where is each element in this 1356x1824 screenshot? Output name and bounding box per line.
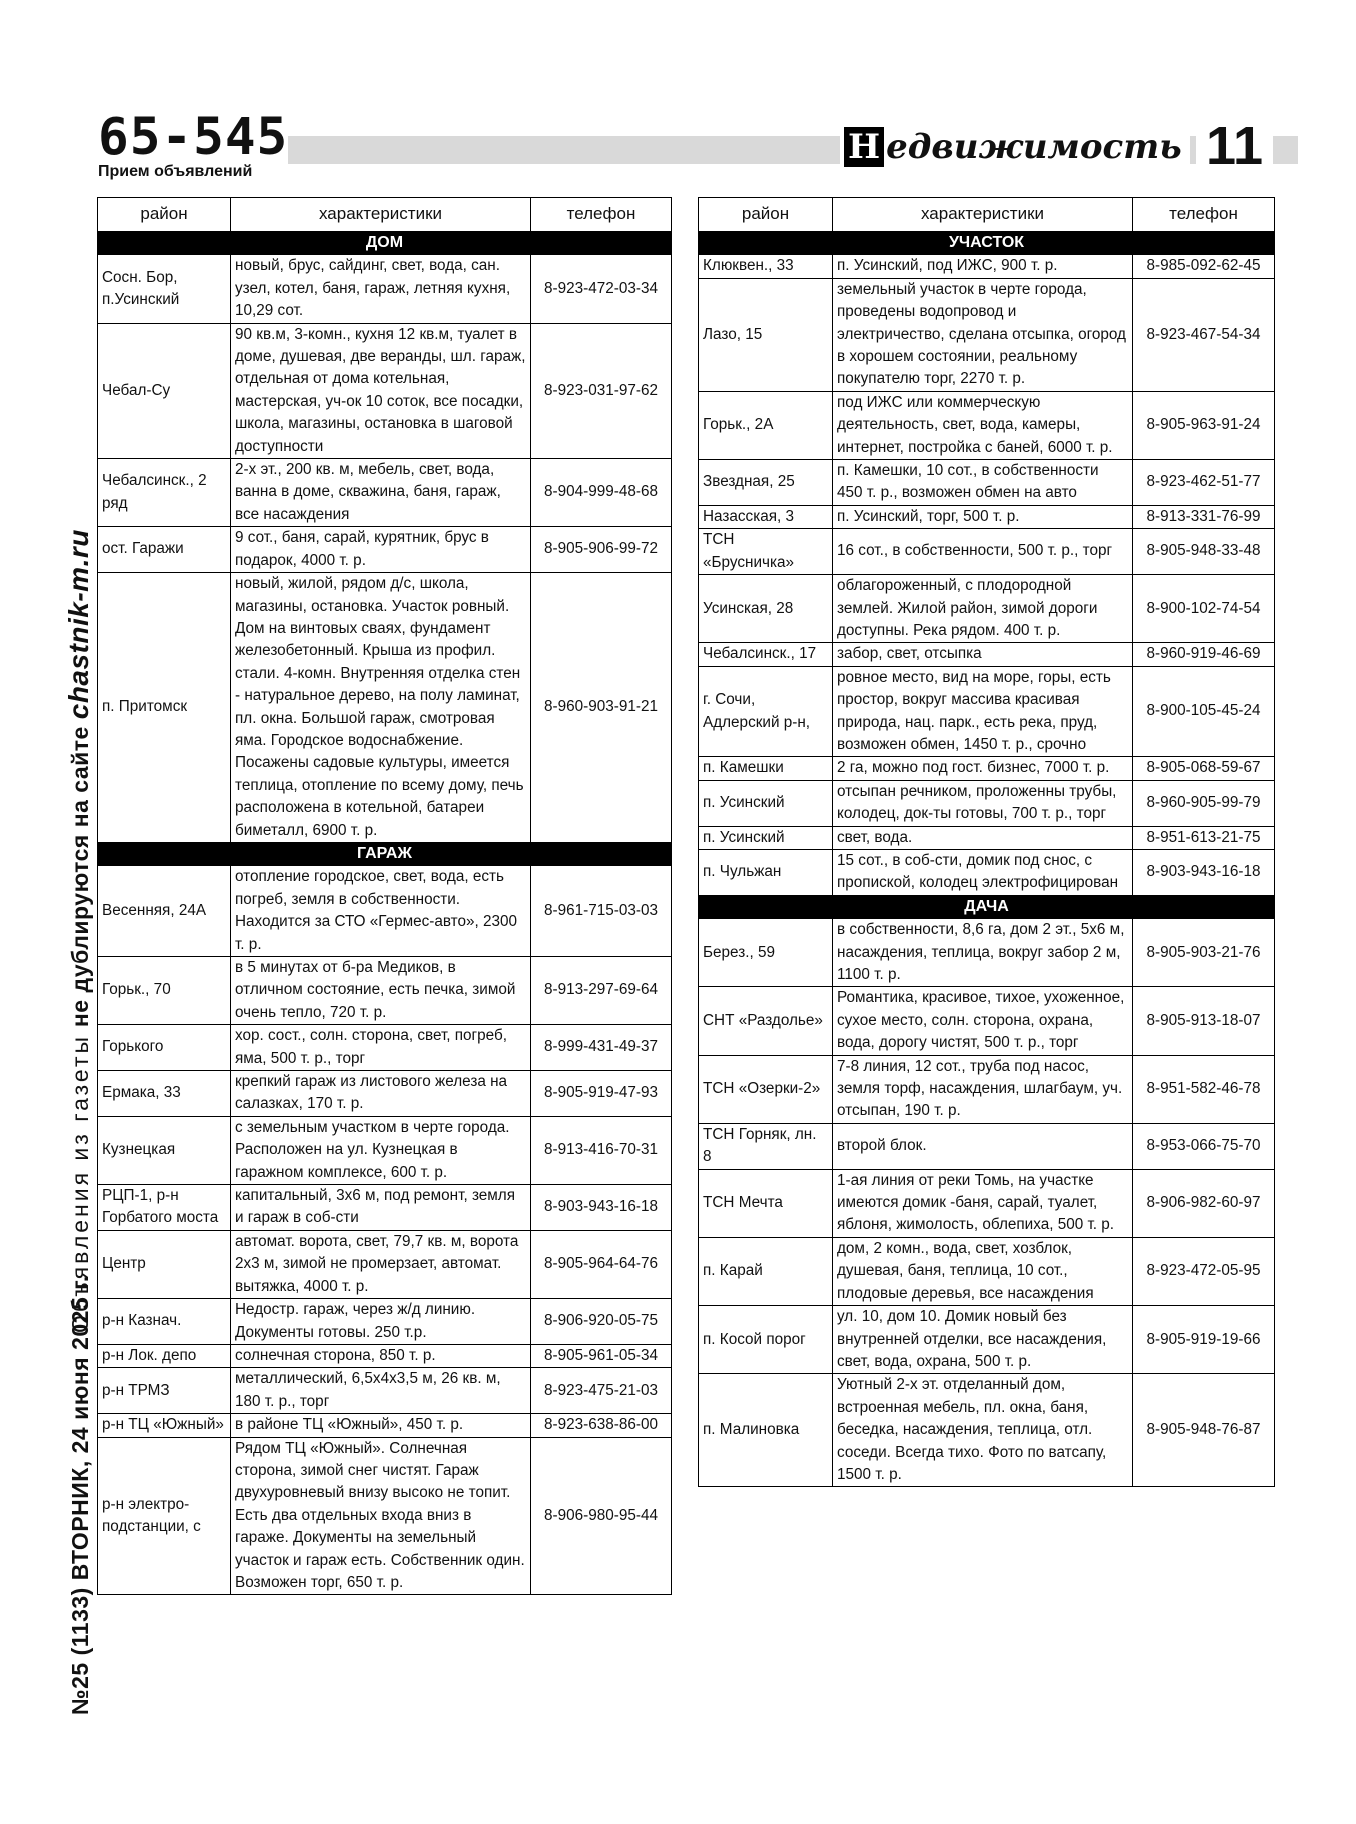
- listing-phone: 8-960-919-46-69: [1133, 643, 1275, 666]
- listing-row: [699, 826, 1275, 849]
- listing-description: 90 кв.м, 3-комн., кухня 12 кв.м, туалет в доме, душевая, две веранды, шл. гараж, отдельная от дома котельная, мастерская, уч-ок 10 соток, все посадки, школа, магазины, остановка в шаговой доступности: [231, 323, 531, 458]
- listing-phone: 8-905-948-76-87: [1133, 1374, 1275, 1487]
- category-row: [98, 232, 672, 255]
- section-title: [840, 127, 1190, 167]
- listing-description: 2 га, можно под гост. бизнес, 7000 т. р.: [833, 757, 1133, 780]
- site-url[interactable]: chastnik-m.ru: [63, 529, 94, 720]
- listing-district: ост. Гаражи: [98, 527, 231, 573]
- listing-district: п. Косой порог: [699, 1306, 833, 1374]
- listing-phone: 8-923-467-54-34: [1133, 278, 1275, 391]
- listing-phone: 8-913-297-69-64: [531, 957, 672, 1025]
- listing-phone: 8-905-948-33-48: [1133, 529, 1275, 575]
- listing-description: 7-8 линия, 12 сот., труба под насос, земля торф, насаждения, шлагбаум, уч. отсыпан, 190 т. р.: [833, 1055, 1133, 1123]
- listing-phone: 8-923-462-51-77: [1133, 460, 1275, 506]
- listing-district: р-н ТРМЗ: [98, 1368, 231, 1414]
- listing-district: Ермака, 33: [98, 1071, 231, 1117]
- listing-row: [98, 323, 672, 458]
- listing-district: ТСН «Озерки-2»: [699, 1055, 833, 1123]
- listing-description: второй блок.: [833, 1123, 1133, 1169]
- listing-row: [98, 255, 672, 323]
- listing-description: 1-ая линия от реки Томь, на участке имеются домик -баня, сарай, туалет, яблоня, жимолость, облепиха, 500 т. р.: [833, 1169, 1133, 1237]
- col-header-phone: телефон: [531, 198, 672, 232]
- listing-district: Берез., 59: [699, 919, 833, 987]
- listing-description: 16 сот., в собственности, 500 т. р., торг: [833, 529, 1133, 575]
- listing-district: Назасская, 3: [699, 505, 833, 528]
- issue-line: №25 (1133) ВТОРНИК, 24 июня 2025 г.: [67, 1275, 93, 1715]
- category-row: [699, 895, 1275, 918]
- listing-phone: 8-913-416-70-31: [531, 1116, 672, 1184]
- listing-phone: 8-951-582-46-78: [1133, 1055, 1275, 1123]
- listing-district: п. Притомск: [98, 573, 231, 843]
- listing-description: дом, 2 комн., вода, свет, хозблок, душевая, баня, теплица, 10 сот., плодовые деревья, все насаждения: [833, 1237, 1133, 1305]
- side-text-3: на сайте: [67, 726, 93, 828]
- listing-description: ул. 10, дом 10. Домик новый без внутренней отделки, все насаждения, свет, вода, охрана, 500 т. р.: [833, 1306, 1133, 1374]
- listing-district: СНТ «Раздолье»: [699, 987, 833, 1055]
- listing-phone: 8-906-980-95-44: [531, 1437, 672, 1595]
- listing-row: [699, 987, 1275, 1055]
- listing-district: г. Сочи, Адлерский р-н,: [699, 666, 833, 757]
- listing-row: [98, 1437, 672, 1595]
- listing-row: [98, 573, 672, 843]
- listing-district: Весенняя, 24А: [98, 866, 231, 957]
- ad-phone-number: 65-545: [98, 108, 289, 167]
- listing-row: [98, 1230, 672, 1298]
- col-header-phone: телефон: [1133, 198, 1275, 232]
- listing-row: [699, 780, 1275, 826]
- listing-phone: 8-905-913-18-07: [1133, 987, 1275, 1055]
- listing-phone: 8-905-919-19-66: [1133, 1306, 1275, 1374]
- listing-row: [699, 529, 1275, 575]
- listing-description: 9 сот., баня, сарай, курятник, брус в подарок, 4000 т. р.: [231, 527, 531, 573]
- listing-row: [98, 527, 672, 573]
- listing-district: п. Малиновка: [699, 1374, 833, 1487]
- listing-row: [699, 278, 1275, 391]
- listing-phone: 8-913-331-76-99: [1133, 505, 1275, 528]
- listing-description: п. Камешки, 10 сот., в собственности 450 т. р., возможен обмен на авто: [833, 460, 1133, 506]
- category-title: ГАРАЖ: [98, 842, 672, 865]
- listing-description: отопление городское, свет, вода, есть погреб, земля в собственности. Находится за СТО «Гермес-авто», 2300 т. р.: [231, 866, 531, 957]
- listing-district: р-н Лок. депо: [98, 1344, 231, 1367]
- listing-phone: 8-960-903-91-21: [531, 573, 672, 843]
- listing-district: п. Камешки: [699, 757, 833, 780]
- listing-district: Лазо, 15: [699, 278, 833, 391]
- listing-district: п. Усинский: [699, 826, 833, 849]
- listing-district: ТСН Горняк, лн. 8: [699, 1123, 833, 1169]
- listing-description: солнечная сторона, 850 т. р.: [231, 1344, 531, 1367]
- listing-district: р-н электро-подстанции, с: [98, 1437, 231, 1595]
- listing-row: [699, 505, 1275, 528]
- listing-row: [699, 460, 1275, 506]
- listing-phone: 8-923-472-05-95: [1133, 1237, 1275, 1305]
- col-header-description: характеристики: [231, 198, 531, 232]
- category-row: [699, 232, 1275, 255]
- listing-phone: 8-923-472-03-34: [531, 255, 672, 323]
- left-column: [97, 197, 671, 1595]
- listing-phone: 8-905-068-59-67: [1133, 757, 1275, 780]
- listing-phone: 8-985-092-62-45: [1133, 255, 1275, 278]
- listing-row: [699, 391, 1275, 459]
- listing-phone: 8-953-066-75-70: [1133, 1123, 1275, 1169]
- listing-description: 2-х эт., 200 кв. м, мебель, свет, вода, ванна в доме, скважина, баня, гараж, все насаждения: [231, 459, 531, 527]
- listing-district: Чебал-Су: [98, 323, 231, 458]
- listing-row: [699, 1123, 1275, 1169]
- listing-row: [699, 919, 1275, 987]
- listing-district: п. Карай: [699, 1237, 833, 1305]
- category-row: [98, 842, 672, 865]
- ad-phone-caption: Прием объявлений: [98, 163, 253, 180]
- listing-description: п. Усинский, под ИЖС, 900 т. р.: [833, 255, 1133, 278]
- listing-phone: 8-906-920-05-75: [531, 1299, 672, 1345]
- listing-district: Горьк., 70: [98, 957, 231, 1025]
- listing-description: крепкий гараж из листового железа на салазках, 170 т. р.: [231, 1071, 531, 1117]
- listing-description: п. Усинский, торг, 500 т. р.: [833, 505, 1133, 528]
- listing-row: [699, 1237, 1275, 1305]
- listing-description: под ИЖС или коммерческую деятельность, свет, вода, камеры, интернет, постройка с баней, 6000 т. р.: [833, 391, 1133, 459]
- right-column: [698, 197, 1274, 1487]
- listing-row: [98, 1344, 672, 1367]
- listing-district: п. Усинский: [699, 780, 833, 826]
- listing-row: [699, 849, 1275, 895]
- listing-description: 15 сот., в соб-сти, домик под снос, с пропиской, колодец электрофицирован: [833, 849, 1133, 895]
- listing-row: [699, 1169, 1275, 1237]
- listing-description: капитальный, 3х6 м, под ремонт, земля и гараж в соб-сти: [231, 1185, 531, 1231]
- listing-row: [98, 957, 672, 1025]
- listing-phone: 8-906-982-60-97: [1133, 1169, 1275, 1237]
- table-header-row: [98, 198, 672, 232]
- listing-description: новый, брус, сайдинг, свет, вода, сан. узел, котел, баня, гараж, летняя кухня, 10,29 сот.: [231, 255, 531, 323]
- listing-district: Центр: [98, 1230, 231, 1298]
- listing-phone: 8-961-715-03-03: [531, 866, 672, 957]
- listing-district: РЦП-1, р-н Горбатого моста: [98, 1185, 231, 1231]
- col-header-district: район: [98, 198, 231, 232]
- listing-district: Чебалсинск., 2 ряд: [98, 459, 231, 527]
- listing-row: [699, 666, 1275, 757]
- listing-phone: 8-903-943-16-18: [1133, 849, 1275, 895]
- listing-description: свет, вода.: [833, 826, 1133, 849]
- listing-description: хор. сост., солн. сторона, свет, погреб, яма, 500 т. р., торг: [231, 1025, 531, 1071]
- category-title: ДАЧА: [699, 895, 1275, 918]
- listing-description: металлический, 6,5х4х3,5 м, 26 кв. м, 180 т. р., торг: [231, 1368, 531, 1414]
- listing-district: Сосн. Бор, п.Усинский: [98, 255, 231, 323]
- listing-phone: 8-900-105-45-24: [1133, 666, 1275, 757]
- listing-district: ТСН «Брусничка»: [699, 529, 833, 575]
- listing-row: [699, 575, 1275, 643]
- listing-description: ровное место, вид на море, горы, есть простор, вокруг массива красивая природа, нац. парк., есть река, пруд, возможен обмен, 1450 т. р., срочно: [833, 666, 1133, 757]
- listing-phone: 8-923-031-97-62: [531, 323, 672, 458]
- listing-phone: 8-904-999-48-68: [531, 459, 672, 527]
- listing-row: [98, 1185, 672, 1231]
- listing-phone: 8-999-431-49-37: [531, 1025, 672, 1071]
- side-text-2: не дублируются: [67, 834, 93, 1028]
- listing-district: п. Чульжан: [699, 849, 833, 895]
- side-text-1: Объявления из газеты: [67, 1033, 93, 1333]
- listing-row: [699, 643, 1275, 666]
- section-title-initial: Н: [844, 127, 884, 167]
- listings-table: [698, 197, 1275, 1487]
- listing-row: [699, 255, 1275, 278]
- listing-phone: 8-905-963-91-24: [1133, 391, 1275, 459]
- listing-row: [98, 1299, 672, 1345]
- listing-description: в районе ТЦ «Южный», 450 т. р.: [231, 1414, 531, 1437]
- listing-row: [699, 1055, 1275, 1123]
- listing-row: [699, 1306, 1275, 1374]
- listing-phone: 8-900-102-74-54: [1133, 575, 1275, 643]
- category-title: ДОМ: [98, 232, 672, 255]
- side-strip: [62, 185, 96, 1715]
- listing-phone: 8-960-905-99-79: [1133, 780, 1275, 826]
- listing-phone: 8-923-638-86-00: [531, 1414, 672, 1437]
- col-header-description: характеристики: [833, 198, 1133, 232]
- listing-row: [98, 1071, 672, 1117]
- listing-row: [98, 866, 672, 957]
- listing-row: [699, 757, 1275, 780]
- listing-phone: 8-905-964-64-76: [531, 1230, 672, 1298]
- listing-description: с земельным участком в черте города. Расположен на ул. Кузнецкая в гаражном комплексе, 600 т. р.: [231, 1116, 531, 1184]
- listing-row: [98, 459, 672, 527]
- listing-phone: 8-903-943-16-18: [531, 1185, 672, 1231]
- listing-row: [98, 1368, 672, 1414]
- listing-phone: 8-951-613-21-75: [1133, 826, 1275, 849]
- listing-description: облагороженный, с плодородной землей. Жилой район, зимой дороги доступны. Река рядом. 400 т. р.: [833, 575, 1133, 643]
- listing-phone: 8-905-961-05-34: [531, 1344, 672, 1367]
- listing-description: автомат. ворота, свет, 79,7 кв. м, ворота 2х3 м, зимой не промерзает, автомат. вытяжка, 4000 т. р.: [231, 1230, 531, 1298]
- listing-description: Рядом ТЦ «Южный». Солнечная сторона, зимой снег чистят. Гараж двухуровневый внизу высоко не топит. Есть два отдельных входа вниз в гараже. Документы на земельный участок и гараж есть. Собственник один. Возможен торг, 650 т. р.: [231, 1437, 531, 1595]
- listings-table: [97, 197, 672, 1595]
- listing-district: р-н ТЦ «Южный»: [98, 1414, 231, 1437]
- listing-phone: 8-905-906-99-72: [531, 527, 672, 573]
- listing-description: в 5 минутах от б-ра Медиков, в отличном состояние, есть печка, зимой очень тепло, 720 т. р.: [231, 957, 531, 1025]
- listing-row: [98, 1025, 672, 1071]
- listing-district: Усинская, 28: [699, 575, 833, 643]
- listing-district: Звездная, 25: [699, 460, 833, 506]
- listing-description: в собственности, 8,6 га, дом 2 эт., 5х6 м, насаждения, теплица, вокруг забор 2 м, 1100 т. р.: [833, 919, 1133, 987]
- listing-row: [98, 1116, 672, 1184]
- listing-description: отсыпан речником, проложенны трубы, колодец, док-ты готовы, 700 т. р., торг: [833, 780, 1133, 826]
- listing-district: Клюквен., 33: [699, 255, 833, 278]
- section-title-rest: едвижимость: [886, 127, 1182, 167]
- listing-description: Уютный 2-х эт. отделанный дом, встроенная мебель, пл. окна, баня, беседка, насаждения, теплица, отл. соседи. Всегда тихо. Фото по ватсапу, 1500 т. р.: [833, 1374, 1133, 1487]
- listing-description: забор, свет, отсыпка: [833, 643, 1133, 666]
- listing-row: [699, 1374, 1275, 1487]
- listing-phone: 8-923-475-21-03: [531, 1368, 672, 1414]
- listing-row: [98, 1414, 672, 1437]
- listing-description: Романтика, красивое, тихое, ухоженное, сухое место, солн. сторона, охрана, вода, дорогу чистят, 500 т. р., торг: [833, 987, 1133, 1055]
- col-header-district: район: [699, 198, 833, 232]
- page-number: 11: [1196, 118, 1273, 174]
- listing-phone: 8-905-919-47-93: [531, 1071, 672, 1117]
- category-title: УЧАСТОК: [699, 232, 1275, 255]
- listing-district: Кузнецкая: [98, 1116, 231, 1184]
- listing-district: р-н Казнач.: [98, 1299, 231, 1345]
- listing-district: Горьк., 2А: [699, 391, 833, 459]
- listing-phone: 8-905-903-21-76: [1133, 919, 1275, 987]
- listing-district: Чебалсинск., 17: [699, 643, 833, 666]
- listing-description: земельный участок в черте города, проведены водопровод и электричество, сделана отсыпка, огород в хорошем состоянии, реальному покупателю торг, 2270 т. р.: [833, 278, 1133, 391]
- listing-district: Горького: [98, 1025, 231, 1071]
- listing-district: ТСН Мечта: [699, 1169, 833, 1237]
- listing-description: Недостр. гараж, через ж/д линию. Документы готовы. 250 т.р.: [231, 1299, 531, 1345]
- listing-description: новый, жилой, рядом д/с, школа, магазины, остановка. Участок ровный. Дом на винтовых сваях, фундамент железобетонный. Крыша из профил. стали. 4-комн. Внутренняя отделка стен - натуральное дерево, на полу ламинат, пл. окна. Большой гараж, смотровая яма. Городское водоснабжение. Посажены садовые культуры, имеется теплица, отопление по всему дому, печь расположена в котельной, батареи биметалл, 6900 т. р.: [231, 573, 531, 843]
- table-header-row: [699, 198, 1275, 232]
